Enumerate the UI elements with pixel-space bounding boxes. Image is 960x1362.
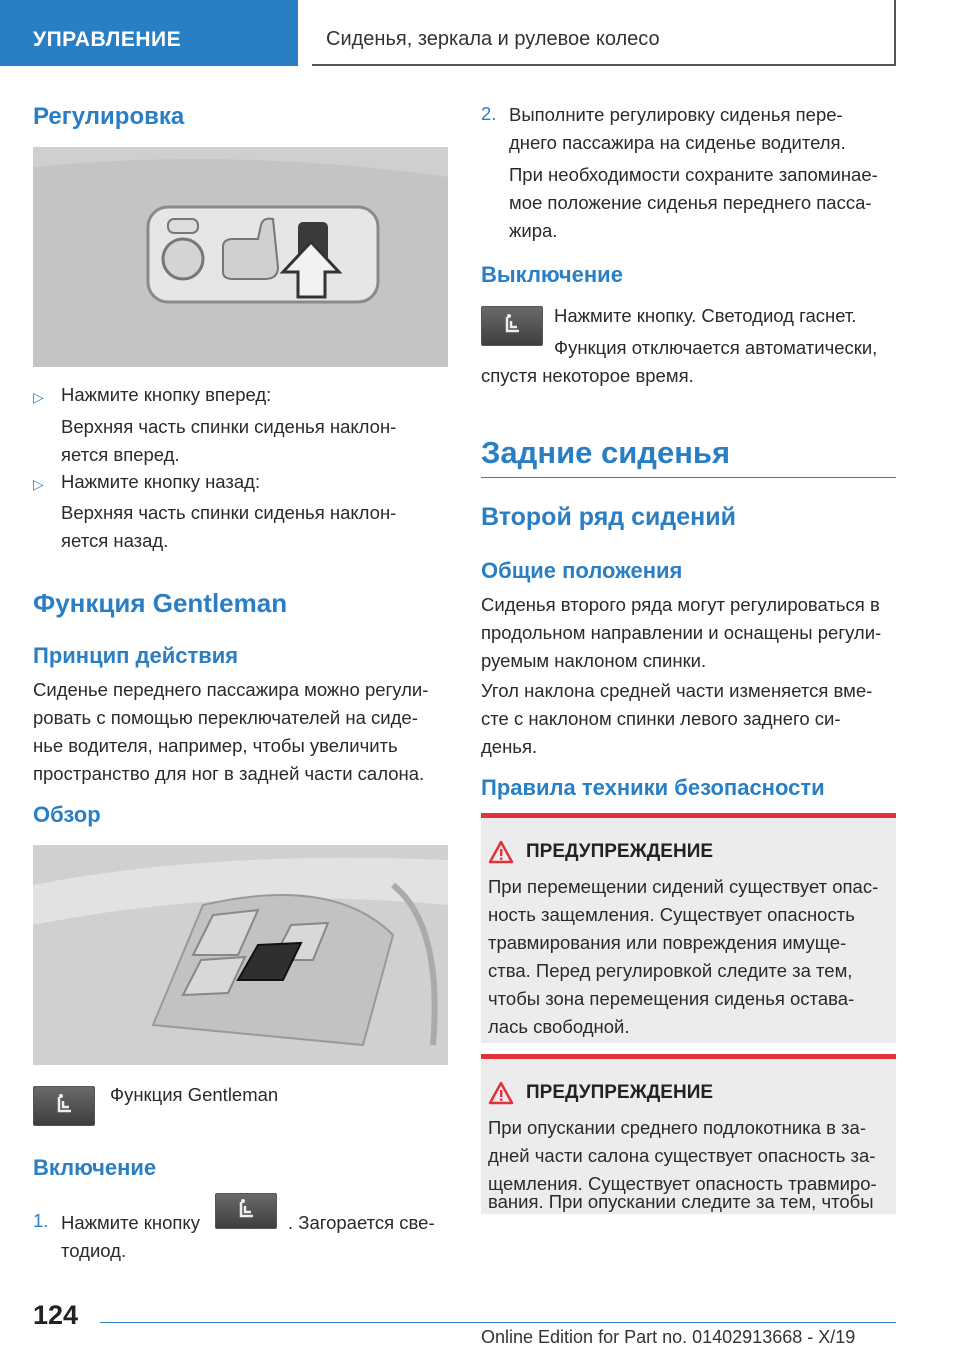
gentleman-switch-illustration [33,845,448,1065]
general-line2: продольном направлении и оснащены регули- [481,622,882,643]
warning-triangle-icon [488,1081,514,1110]
warning1-line4: ства. Перед регулировкой следите за тем, [488,960,853,981]
photo-seat-switch-rocker [33,147,448,367]
warning2-line3: щемления. Существует опасность травмиро- [488,1173,877,1194]
heading-adjust: Регулировка [33,103,185,130]
chapter-title: Сиденья, зеркала и рулевое колесо [312,0,896,66]
warning2-line2: дней части салона существует опасность за- [488,1145,876,1166]
seat-gentleman-icon [215,1193,277,1229]
footer-rule [100,1322,896,1323]
warning2-line1: При опускании среднего подлокотника в за- [488,1117,866,1138]
warning2-title: ПРЕДУПРЕЖДЕНИЕ [526,1082,714,1103]
seat-switch-illustration [33,147,448,367]
heading-safety: Правила техники безопасности [481,775,825,800]
warning1-line5: чтобы зона перемещения сиденья остава- [488,988,855,1009]
step2-line4: мое положение сиденья переднего пасса- [509,192,872,213]
principle-line3: нье водителя, например, чтобы увеличить [33,735,398,756]
heading-rear-seats: Задние сиденья [481,435,731,470]
footer-edition: Online Edition for Part no. 01402913668 - X/19 [481,1327,856,1347]
general-line3: руемым наклоном спинки. [481,650,707,671]
heading-off: Выключение [481,262,623,287]
bullet2-title: Нажмите кнопку назад: [61,471,261,492]
general-line1: Сиденья второго ряда могут регулироваться в [481,594,880,615]
step1-number: 1. [33,1210,49,1231]
heading-second-row: Второй ряд сидений [481,503,736,531]
step2-line5: жира. [509,220,558,241]
off-line1: Нажмите кнопку. Светодиод гаснет. [554,305,857,326]
seat-gentleman-icon [33,1086,95,1126]
step2-number: 2. [481,103,497,124]
warning1-title: ПРЕДУПРЕЖДЕНИЕ [526,841,714,862]
bullet1-text-line2: яется вперед. [61,444,180,465]
general-line4: Угол наклона средней части изменяется вме- [481,680,873,701]
general-line6: денья. [481,736,538,757]
step1-text-a: Нажмите кнопку [61,1212,200,1233]
photo-gentleman-switch [33,845,448,1065]
triangle-right-icon: ▷ [33,389,44,405]
icon-caption: Функция Gentleman [110,1084,279,1105]
warning1-line2: ность защемления. Существует опасность [488,904,855,925]
section-tab: УПРАВЛЕНИЕ [0,0,298,66]
heading-general: Общие положения [481,558,683,583]
bullet1-title: Нажмите кнопку вперед: [61,384,272,405]
seat-gentleman-icon [481,306,543,346]
step1-text-b: . Загорается све- [288,1212,435,1233]
warning2-line4: вания. При опускании следите за тем, чтобы [488,1191,874,1212]
heading-underline [481,477,896,478]
principle-line2: ровать с помощью переключателей на сиде- [33,707,418,728]
heading-principle: Принцип действия [33,643,239,668]
off-line3: спустя некоторое время. [481,365,694,386]
heading-on: Включение [33,1155,157,1180]
page-number: 124 [33,1300,79,1330]
step2-line3: При необходимости сохраните запоминае- [509,164,878,185]
principle-line1: Сиденье переднего пассажира можно регули- [33,679,429,700]
step1-text-c: тодиод. [61,1240,127,1261]
general-line5: сте с наклоном спинки левого заднего си- [481,708,841,729]
step2-line1: Выполните регулировку сиденья пере- [509,104,843,125]
heading-gentleman: Функция Gentleman [33,588,288,618]
bullet2-text-line1: Верхняя часть спинки сиденья наклон- [61,502,397,523]
off-line2: Функция отключается автоматически, [554,337,878,358]
warning-triangle-icon [488,840,514,869]
warning1-line3: травмирования или повреждения имуще- [488,932,847,953]
bullet2-text-line2: яется назад. [61,530,169,551]
warning1-line6: лась свободной. [488,1016,630,1037]
bullet1-text-line1: Верхняя часть спинки сиденья наклон- [61,416,397,437]
step2-line2: днего пассажира на сиденье водителя. [509,132,846,153]
warning1-line1: При перемещении сидений существует опас- [488,876,879,897]
triangle-right-icon: ▷ [33,476,44,492]
heading-overview: Обзор [33,802,101,827]
principle-line4: пространство для ног в задней части салона. [33,763,425,784]
